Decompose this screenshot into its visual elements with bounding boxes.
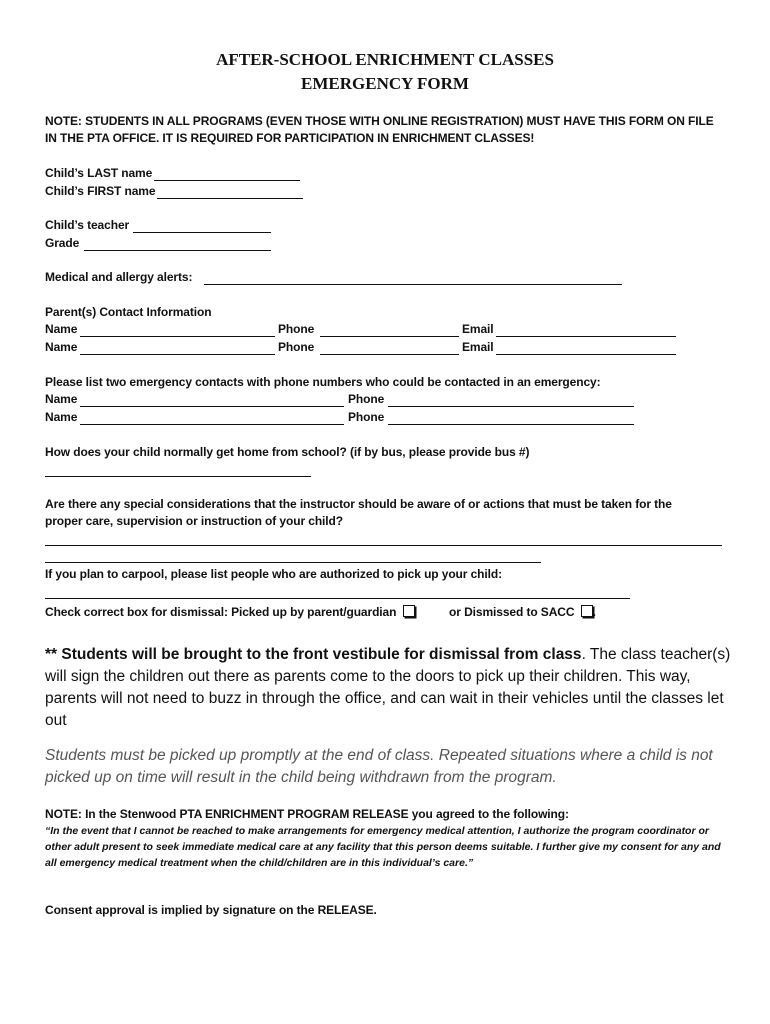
carpool-field[interactable]	[45, 585, 630, 599]
emergency1-name-label: Name	[45, 392, 78, 406]
emergency2-phone-field[interactable]	[388, 411, 634, 425]
pickup-warning: Students must be picked up promptly at the end of class. Repeated situations where a child is not picked up on time will result in the child being withdrawn from the program.	[45, 747, 713, 786]
parent1-email-label: Email	[462, 322, 494, 336]
child-teacher-field[interactable]	[133, 219, 271, 233]
parent1-name-label: Name	[45, 322, 78, 336]
medical-alerts-field[interactable]	[204, 271, 622, 285]
parent2-phone-label: Phone	[278, 340, 315, 354]
emergency1-name-field[interactable]	[80, 393, 344, 407]
parent2-name-label: Name	[45, 340, 78, 354]
parent2-email-label: Email	[462, 340, 494, 354]
home-transport-question: How does your child normally get home from school? (if by bus, please provide bus #)	[45, 445, 530, 459]
child-teacher-label: Child’s teacher	[45, 218, 130, 232]
form-title-line1: AFTER-SCHOOL ENRICHMENT CLASSES	[216, 50, 554, 69]
sacc-option-label: or Dismissed to SACC	[449, 605, 575, 619]
home-transport-field[interactable]	[45, 463, 311, 477]
emergency2-name-label: Name	[45, 410, 78, 424]
note-line2: IN THE PTA OFFICE. IT IS REQUIRED FOR PARTICIPATION IN ENRICHMENT CLASSES!	[45, 131, 535, 145]
parent1-phone-label: Phone	[278, 322, 315, 336]
carpool-question: If you plan to carpool, please list people who are authorized to pick up your child:	[45, 567, 502, 581]
child-last-name-field[interactable]	[154, 167, 300, 181]
dismissal-label: Check correct box for dismissal: Picked up by parent/guardian	[45, 605, 397, 619]
parent1-email-field[interactable]	[496, 323, 676, 337]
emergency1-phone-label: Phone	[348, 392, 385, 406]
vestibule-paragraph	[45, 644, 735, 732]
considerations-question-line2: proper care, supervision or instruction of your child?	[45, 514, 343, 528]
considerations-question-line1: Are there any special considerations that the instructor should be aware of or actions that must be taken for the	[45, 497, 672, 511]
considerations-field-line1[interactable]	[45, 532, 722, 546]
dismissal-period: .	[592, 605, 596, 619]
release-heading: NOTE: In the Stenwood PTA ENRICHMENT PROGRAM RELEASE you agreed to the following:	[45, 807, 569, 821]
child-first-name-field[interactable]	[157, 185, 303, 199]
note-line1: NOTE: STUDENTS IN ALL PROGRAMS (EVEN THOSE WITH ONLINE REGISTRATION) MUST HAVE THIS FORM ON FILE	[45, 114, 714, 128]
consent-statement: Consent approval is implied by signature on the RELEASE.	[45, 903, 377, 917]
child-first-name-label: Child’s FIRST name	[45, 184, 156, 198]
emergency2-name-field[interactable]	[80, 411, 344, 425]
emergency1-phone-field[interactable]	[388, 393, 634, 407]
release-quote: “In the event that I cannot be reached to make arrangements for emergency medical attention, I authorize the program coordinator or other adult present to seek immediate medical care at any facility that this person deems suitable. I further give my consent for any and all emergency medical treatment when the child/children are in this individual’s care.”	[45, 825, 721, 869]
vestibule-bold-text: ** Students will be brought to the front vestibule for dismissal from class	[45, 646, 582, 663]
considerations-field-line2[interactable]	[45, 549, 541, 563]
parent-pickup-checkbox[interactable]	[403, 605, 415, 617]
sacc-checkbox[interactable]	[581, 605, 593, 617]
parent2-phone-field[interactable]	[320, 341, 459, 355]
dismissal-row	[45, 605, 596, 619]
emergency-contacts-intro: Please list two emergency contacts with phone numbers who could be contacted in an emergency:	[45, 375, 601, 389]
parent2-email-field[interactable]	[496, 341, 676, 355]
parent-contact-heading: Parent(s) Contact Information	[45, 305, 212, 319]
form-title-line2: EMERGENCY FORM	[301, 74, 469, 93]
medical-alerts-label: Medical and allergy alerts:	[45, 270, 193, 284]
grade-field[interactable]	[84, 237, 271, 251]
parent2-name-field[interactable]	[80, 341, 275, 355]
emergency2-phone-label: Phone	[348, 410, 385, 424]
parent1-phone-field[interactable]	[320, 323, 459, 337]
vestibule-rest-text: . The class teacher(s) will sign the children out there as parents come to the doors to pick up their children. This way, parents will not need to buzz in through the office, and can wait in their vehicles until the classes let out	[45, 646, 731, 729]
parent1-name-field[interactable]	[80, 323, 275, 337]
child-last-name-label: Child’s LAST name	[45, 166, 153, 180]
grade-label: Grade	[45, 236, 80, 250]
